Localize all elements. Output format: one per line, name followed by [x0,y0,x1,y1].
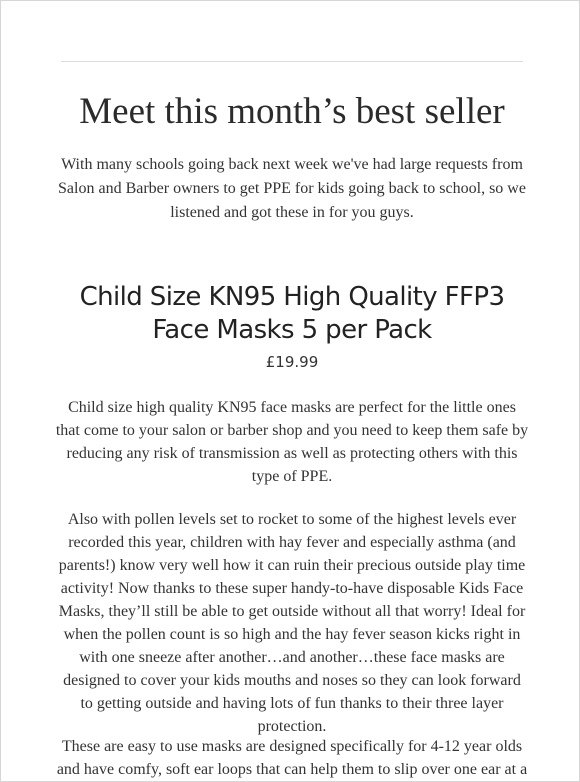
product-description-paragraph: Child size high quality KN95 face masks are perfect for the little ones that come to your salon or barber shop and you need to keep them safe by reducing any risk of transmission as well as protecting others with this type of PPE. [55,399,529,485]
product-description-paragraph: These are easy to use masks are designed specifically for 4-12 year olds and have comfy, soft ear loops that can help them to slip over one ear at a [56,738,528,778]
product-title[interactable]: Child Size KN95 High Quality FFP3 Face Masks 5 per Pack [79,282,505,345]
best-seller-heading: Meet this month’s best seller [79,91,505,132]
section-divider [61,61,523,62]
intro-text: With many schools going back next week we've had large requests from Salon and Barber owners to get PPE for kids going back to school, so we listened and got these in for you guys. [58,156,526,221]
product-price: £19.99 [265,353,319,371]
product-description-paragraph: Also with pollen levels set to rocket to some of the highest levels ever recorded this year, children with hay fever and especially asthma (and parents!) know very well how it can ruin their precious outside play time activity! Now thanks to these super handy-to-have disposable Kids Face Masks, they’ll still be able to get outside without all that worry! Ideal for when the pollen count is so high and the hay fever season kicks right in with one sneeze after another…and another…these face masks are designed to cover your kids mouths and noses so they can look forward to getting outside and having lots of fun thanks to their three layer protection. [58,511,526,735]
